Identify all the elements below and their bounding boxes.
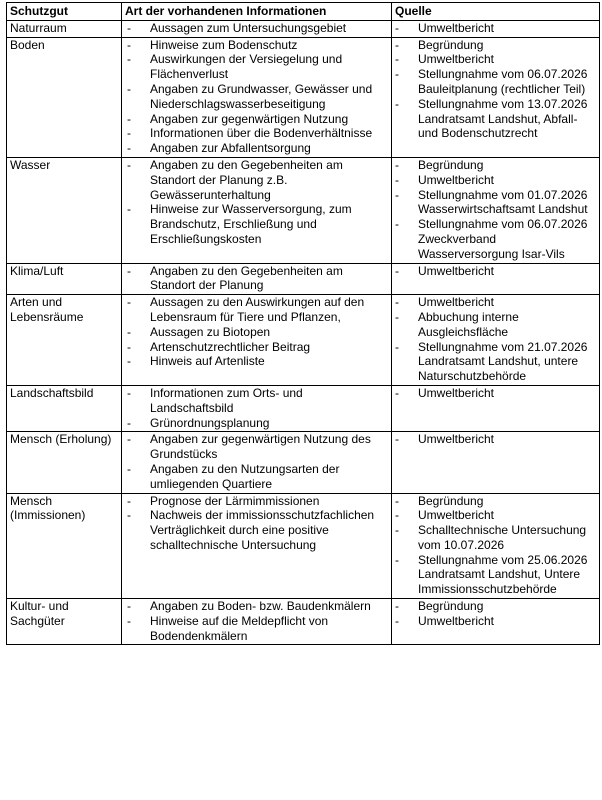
information-item bbox=[125, 416, 388, 431]
source-list bbox=[395, 21, 596, 36]
information-list bbox=[125, 386, 388, 430]
information-item bbox=[125, 599, 388, 614]
information-item bbox=[125, 325, 388, 340]
source-list bbox=[395, 38, 596, 142]
information-item-text: Hinweise auf die Meldepflicht von Bodendenkmälern bbox=[150, 613, 329, 643]
table-body bbox=[7, 20, 600, 645]
information-list bbox=[125, 599, 388, 643]
bullet-dash: - bbox=[127, 415, 131, 430]
information-cell bbox=[122, 37, 392, 157]
source-item-text: Begründung bbox=[418, 599, 484, 614]
source-item-text: Umweltbericht bbox=[418, 295, 495, 310]
information-item-text: Prognose der Lärmimmissionen bbox=[150, 493, 320, 508]
information-item-text: Informationen über die Bodenverhältnisse bbox=[150, 126, 373, 141]
bullet-dash: - bbox=[395, 96, 399, 111]
source-item-text: Stellungnahme vom 25.06.2026 Landratsamt Landshut, Untere Immissionsschutzbehörde bbox=[418, 552, 588, 597]
information-item bbox=[125, 202, 388, 246]
source-item-text: Stellungnahme vom 01.07.2026 Wasserwirtschaftsamt Landshut bbox=[418, 187, 588, 217]
header-source: Quelle bbox=[392, 3, 600, 21]
bullet-dash: - bbox=[395, 523, 399, 538]
information-list bbox=[125, 295, 388, 369]
source-list bbox=[395, 264, 596, 279]
source-item bbox=[395, 508, 596, 523]
information-item bbox=[125, 295, 388, 325]
bullet-dash: - bbox=[395, 172, 399, 187]
source-item bbox=[395, 67, 596, 97]
information-item-text: Angaben zu Boden- bzw. Baudenkmälern bbox=[150, 599, 371, 614]
bullet-dash: - bbox=[127, 202, 131, 217]
schutzgut-cell: Landschaftsbild bbox=[7, 385, 122, 431]
schutzgut-cell: Arten und Lebensräume bbox=[7, 295, 122, 386]
bullet-dash: - bbox=[395, 37, 399, 52]
bullet-dash: - bbox=[395, 432, 399, 447]
information-list bbox=[125, 432, 388, 491]
source-item-text: Umweltbericht bbox=[418, 20, 495, 35]
information-cell bbox=[122, 157, 392, 263]
bullet-dash: - bbox=[127, 385, 131, 400]
schutzgut-cell: Mensch (Immissionen) bbox=[7, 493, 122, 599]
information-item-text: Angaben zu den Gegebenheiten am Standort der Planung z.B. Gewässerunterhaltung bbox=[150, 157, 343, 202]
bullet-dash: - bbox=[127, 508, 131, 523]
information-item bbox=[125, 354, 388, 369]
source-item-text: Stellungnahme vom 06.07.2026 Bauleitplanung (rechtlicher Teil) bbox=[418, 67, 588, 96]
bullet-dash: - bbox=[395, 385, 399, 400]
source-cell bbox=[392, 599, 600, 645]
source-item-text: Umweltbericht bbox=[418, 613, 495, 628]
bullet-dash: - bbox=[127, 295, 131, 310]
bullet-dash: - bbox=[395, 309, 399, 324]
source-list bbox=[395, 158, 596, 262]
information-item bbox=[125, 614, 388, 644]
information-item bbox=[125, 340, 388, 355]
information-item bbox=[125, 508, 388, 552]
information-item-text: Informationen zum Orts- und Landschaftsbild bbox=[150, 385, 303, 415]
table-row bbox=[7, 493, 600, 599]
bullet-dash: - bbox=[127, 599, 131, 614]
bullet-dash: - bbox=[395, 613, 399, 628]
source-item bbox=[395, 97, 596, 141]
bullet-dash: - bbox=[127, 324, 131, 339]
source-item-text: Begründung bbox=[418, 157, 484, 172]
schutzgut-cell: Wasser bbox=[7, 157, 122, 263]
bullet-dash: - bbox=[127, 461, 131, 476]
source-item-text: Begründung bbox=[418, 37, 484, 52]
source-cell bbox=[392, 493, 600, 599]
bullet-dash: - bbox=[127, 81, 131, 96]
source-item-text: Umweltbericht bbox=[418, 432, 495, 447]
table-row bbox=[7, 385, 600, 431]
bullet-dash: - bbox=[395, 295, 399, 310]
bullet-dash: - bbox=[395, 157, 399, 172]
bullet-dash: - bbox=[127, 111, 131, 126]
information-item-text: Angaben zu Grundwasser, Gewässer und Niederschlagswasserbeseitigung bbox=[150, 81, 373, 111]
bullet-dash: - bbox=[127, 157, 131, 172]
source-item-text: Umweltbericht bbox=[418, 52, 495, 67]
schutzgut-cell: Boden bbox=[7, 37, 122, 157]
source-cell bbox=[392, 432, 600, 493]
source-item-text: Stellungnahme vom 13.07.2026 Landratsamt Landshut, Abfall- und Bodenschutzrecht bbox=[418, 96, 588, 141]
source-list bbox=[395, 432, 596, 447]
information-list bbox=[125, 21, 388, 36]
information-item bbox=[125, 158, 388, 202]
information-cell bbox=[122, 432, 392, 493]
table-row bbox=[7, 295, 600, 386]
information-cell bbox=[122, 20, 392, 37]
table-row bbox=[7, 157, 600, 263]
table-header-row bbox=[7, 3, 600, 21]
source-item-text: Schalltechnische Untersuchung vom 10.07.2026 bbox=[418, 523, 587, 552]
source-list bbox=[395, 494, 596, 598]
source-item bbox=[395, 614, 596, 629]
source-item bbox=[395, 432, 596, 447]
table-row bbox=[7, 20, 600, 37]
source-item bbox=[395, 553, 596, 597]
bullet-dash: - bbox=[127, 20, 131, 35]
table-row bbox=[7, 599, 600, 645]
information-item bbox=[125, 21, 388, 36]
information-item-text: Angaben zur Abfallentsorgung bbox=[150, 141, 311, 156]
bullet-dash: - bbox=[395, 339, 399, 354]
bullet-dash: - bbox=[395, 599, 399, 614]
source-item bbox=[395, 217, 596, 261]
source-item bbox=[395, 38, 596, 53]
source-item bbox=[395, 523, 596, 553]
table-row bbox=[7, 432, 600, 493]
table-row bbox=[7, 37, 600, 157]
bullet-dash: - bbox=[127, 432, 131, 447]
source-item bbox=[395, 386, 596, 401]
source-item-text: Umweltbericht bbox=[418, 385, 495, 400]
source-item-text: Umweltbericht bbox=[418, 508, 495, 523]
source-item bbox=[395, 310, 596, 340]
information-item-text: Angaben zur gegenwärtigen Nutzung des Grundstücks bbox=[150, 432, 371, 462]
information-item-text: Hinweise zur Wasserversorgung, zum Brandschutz, Erschließung und Erschließungskosten bbox=[150, 202, 352, 246]
schutzgut-cell: Klima/Luft bbox=[7, 263, 122, 295]
bullet-dash: - bbox=[127, 613, 131, 628]
information-item-text: Aussagen zu Biotopen bbox=[150, 324, 271, 339]
information-item-text: Angaben zu den Nutzungsarten der umliegenden Quartiere bbox=[150, 461, 340, 491]
information-item-text: Angaben zur gegenwärtigen Nutzung bbox=[150, 111, 349, 126]
bullet-dash: - bbox=[127, 52, 131, 67]
bullet-dash: - bbox=[395, 187, 399, 202]
source-item-text: Umweltbericht bbox=[418, 172, 495, 187]
source-item bbox=[395, 173, 596, 188]
information-item-text: Grünordnungsplanung bbox=[150, 415, 270, 430]
information-item bbox=[125, 38, 388, 53]
bullet-dash: - bbox=[395, 508, 399, 523]
information-list bbox=[125, 264, 388, 294]
bullet-dash: - bbox=[127, 339, 131, 354]
information-list bbox=[125, 158, 388, 247]
source-item bbox=[395, 158, 596, 173]
bullet-dash: - bbox=[127, 493, 131, 508]
information-sources-table bbox=[6, 2, 600, 645]
source-item bbox=[395, 494, 596, 509]
schutzgut-cell: Mensch (Erholung) bbox=[7, 432, 122, 493]
source-item-text: Stellungnahme vom 21.07.2026 Landratsamt Landshut, untere Naturschutzbehörde bbox=[418, 339, 588, 384]
information-item bbox=[125, 126, 388, 141]
information-item bbox=[125, 386, 388, 416]
bullet-dash: - bbox=[395, 52, 399, 67]
source-item bbox=[395, 264, 596, 279]
information-item-text: Hinweis auf Artenliste bbox=[150, 354, 265, 369]
source-item-text: Begründung bbox=[418, 493, 484, 508]
information-item-text: Aussagen zum Untersuchungsgebiet bbox=[150, 20, 347, 35]
information-item bbox=[125, 432, 388, 462]
source-item-text: Umweltbericht bbox=[418, 263, 495, 278]
bullet-dash: - bbox=[127, 141, 131, 156]
table-row bbox=[7, 263, 600, 295]
information-item-text: Aussagen zu den Auswirkungen auf den Lebensraum für Tiere und Pflanzen, bbox=[150, 295, 365, 324]
source-item bbox=[395, 340, 596, 384]
source-item bbox=[395, 599, 596, 614]
source-cell bbox=[392, 20, 600, 37]
source-item-text: Abbuchung interne Ausgleichsfläche bbox=[418, 309, 519, 339]
source-item bbox=[395, 188, 596, 218]
header-schutzgut: Schutzgut bbox=[7, 3, 122, 21]
information-item bbox=[125, 52, 388, 82]
bullet-dash: - bbox=[395, 263, 399, 278]
information-item bbox=[125, 141, 388, 156]
source-item bbox=[395, 21, 596, 36]
source-list bbox=[395, 295, 596, 384]
schutzgut-cell: Kultur- und Sachgüter bbox=[7, 599, 122, 645]
information-item-text: Angaben zu den Gegebenheiten am Standort der Planung bbox=[150, 263, 343, 293]
information-item bbox=[125, 264, 388, 294]
bullet-dash: - bbox=[395, 20, 399, 35]
bullet-dash: - bbox=[127, 37, 131, 52]
information-list bbox=[125, 494, 388, 553]
source-cell bbox=[392, 37, 600, 157]
bullet-dash: - bbox=[127, 126, 131, 141]
information-item-text: Auswirkungen der Versiegelung und Flächenverlust bbox=[150, 52, 343, 82]
source-cell bbox=[392, 385, 600, 431]
bullet-dash: - bbox=[395, 67, 399, 82]
information-cell bbox=[122, 263, 392, 295]
bullet-dash: - bbox=[127, 263, 131, 278]
information-item bbox=[125, 462, 388, 492]
bullet-dash: - bbox=[395, 217, 399, 232]
source-cell bbox=[392, 263, 600, 295]
information-cell bbox=[122, 295, 392, 386]
information-list bbox=[125, 38, 388, 156]
information-cell bbox=[122, 493, 392, 599]
bullet-dash: - bbox=[127, 354, 131, 369]
bullet-dash: - bbox=[395, 493, 399, 508]
schutzgut-cell: Naturraum bbox=[7, 20, 122, 37]
source-cell bbox=[392, 295, 600, 386]
information-item-text: Nachweis der immissionsschutzfachlichen Verträglichkeit durch eine positive schalltechnische Untersuchung bbox=[150, 508, 375, 552]
information-item-text: Hinweise zum Bodenschutz bbox=[150, 37, 298, 52]
source-item-text: Stellungnahme vom 06.07.2026 Zweckverband Wasserversorgung Isar-Vils bbox=[418, 217, 588, 261]
source-list bbox=[395, 599, 596, 629]
information-cell bbox=[122, 599, 392, 645]
header-information-type: Art der vorhandenen Informationen bbox=[122, 3, 392, 21]
source-item bbox=[395, 295, 596, 310]
source-list bbox=[395, 386, 596, 401]
information-item-text: Artenschutzrechtlicher Beitrag bbox=[150, 339, 311, 354]
information-item bbox=[125, 82, 388, 112]
information-item bbox=[125, 112, 388, 127]
information-cell bbox=[122, 385, 392, 431]
bullet-dash: - bbox=[395, 552, 399, 567]
information-item bbox=[125, 494, 388, 509]
source-cell bbox=[392, 157, 600, 263]
source-item bbox=[395, 52, 596, 67]
